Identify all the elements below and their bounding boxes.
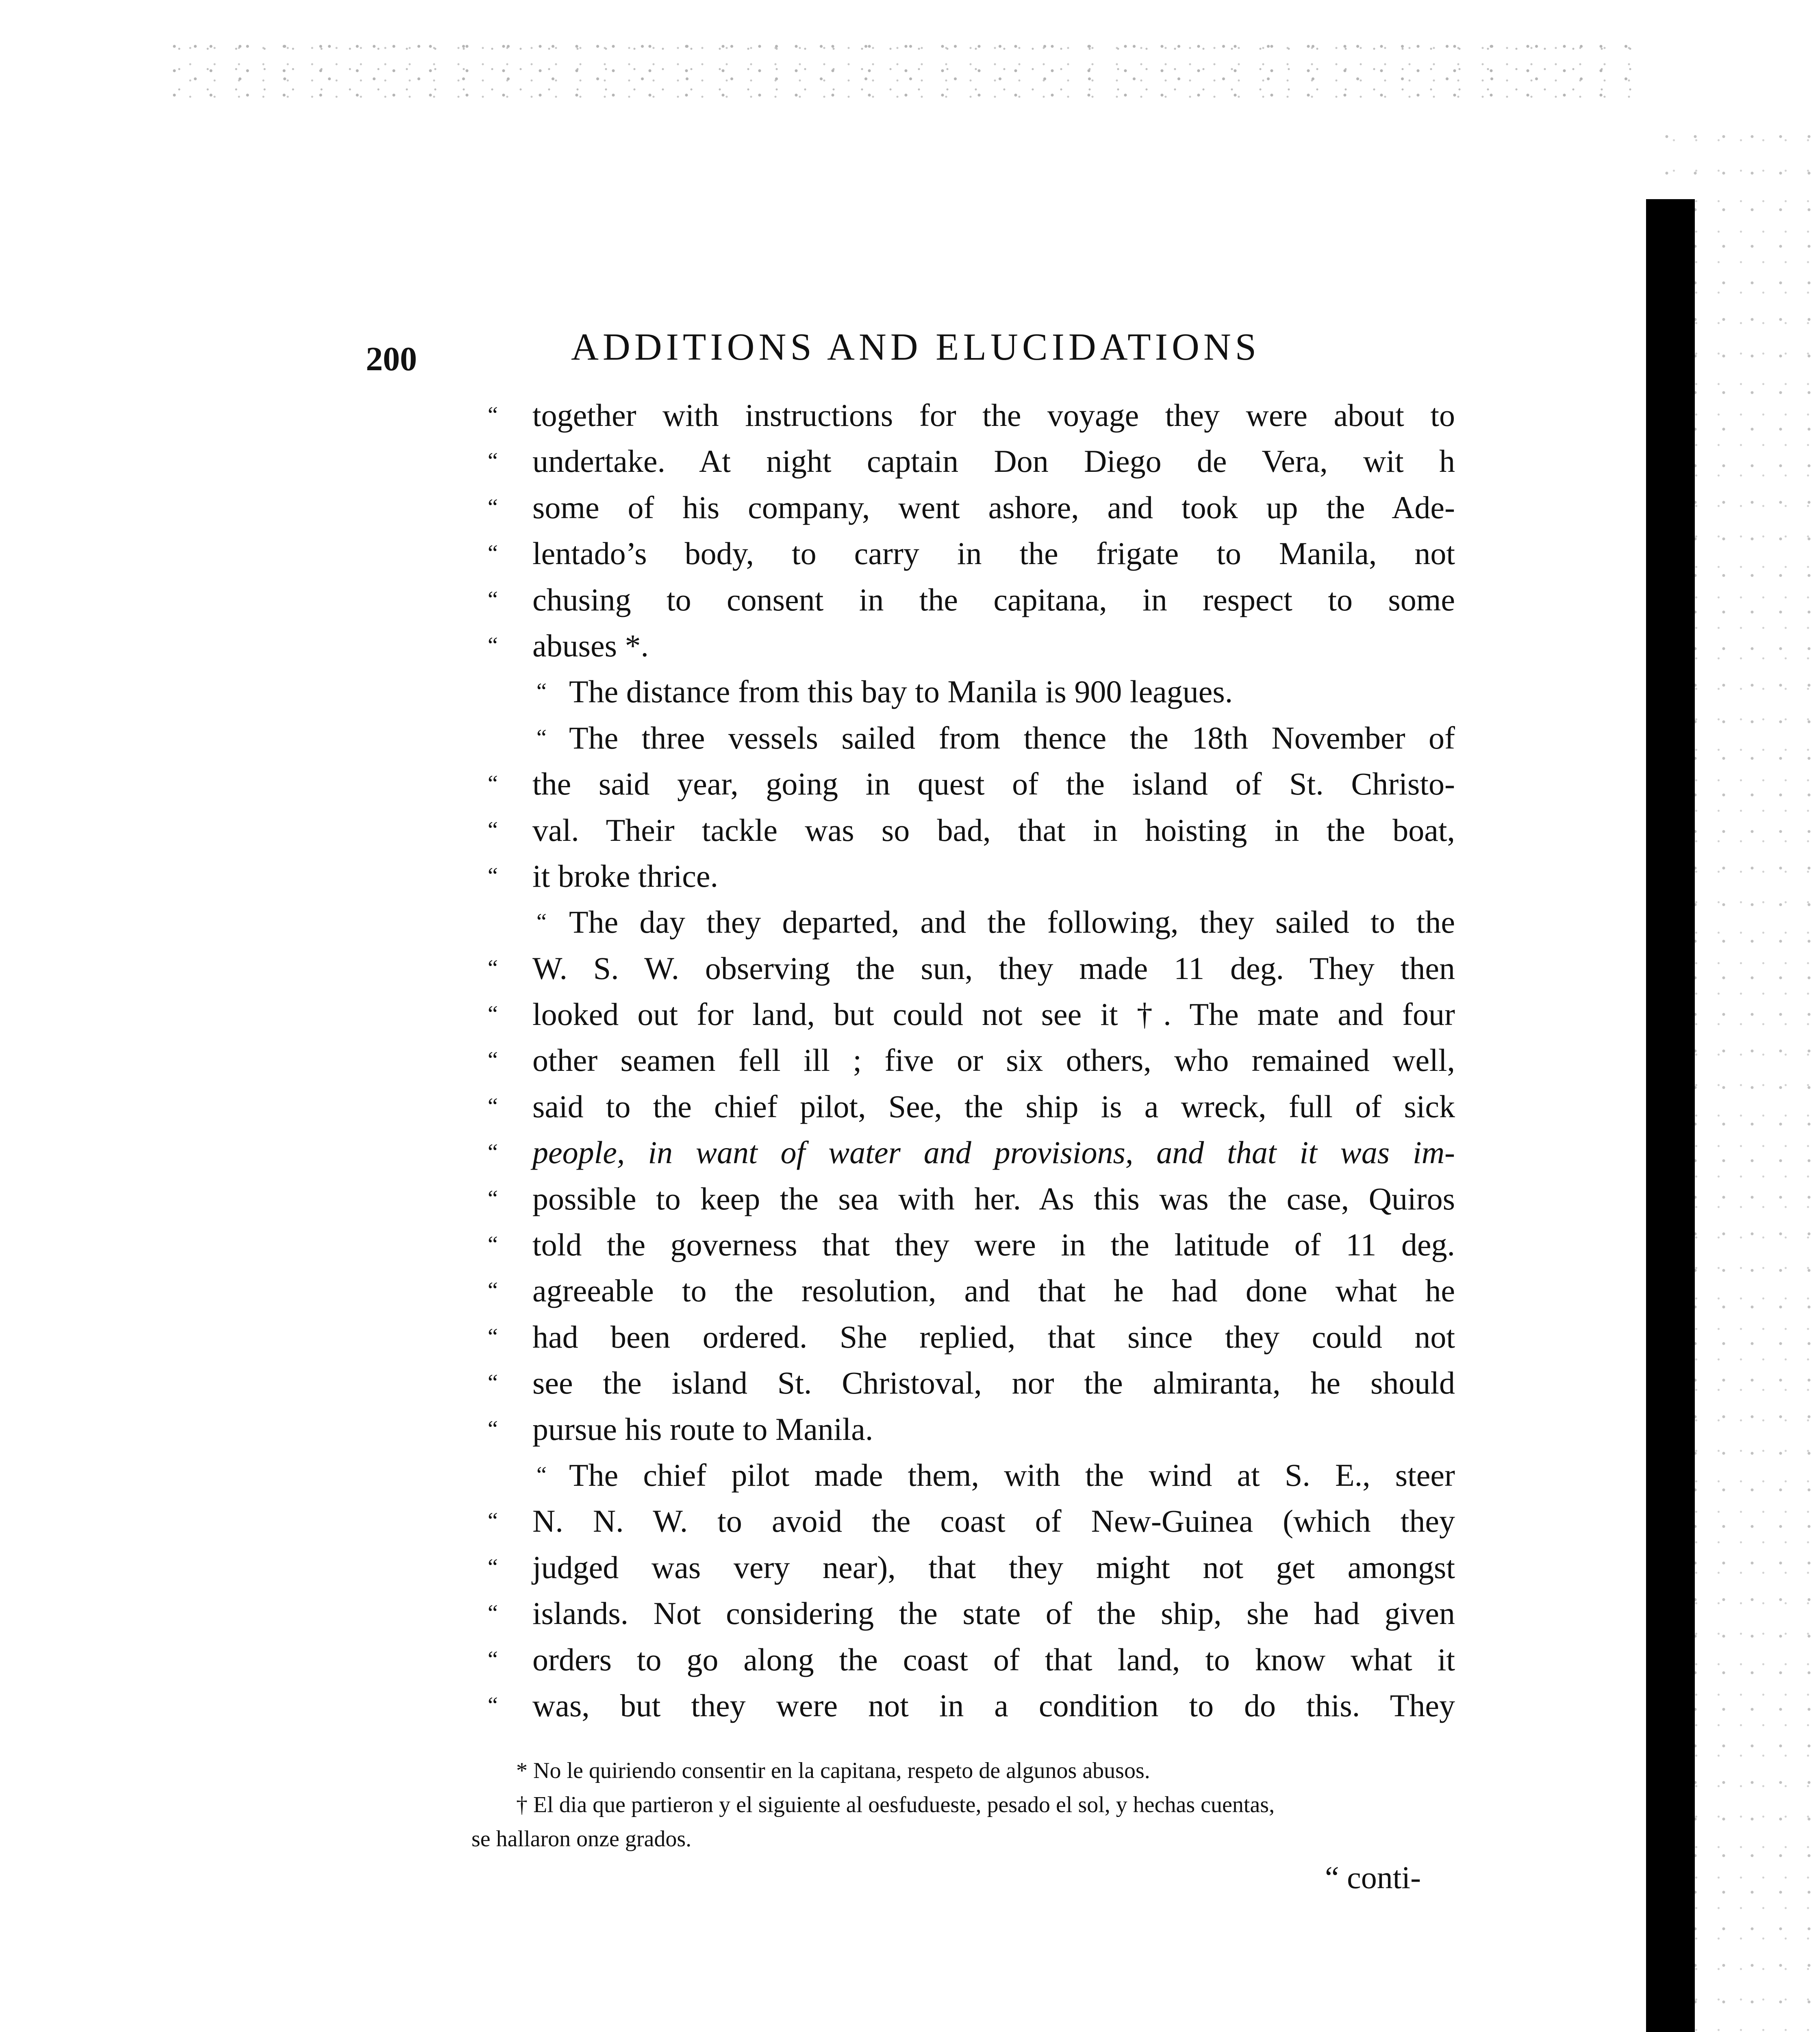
text-line: “ said to the chief pilot, See, the ship is a wreck, full of sick bbox=[488, 1088, 1455, 1124]
footnote: † El dia que partieron y el siguiente al oesfudueste, pesado el sol, y hechas cuentas, bbox=[516, 1792, 1275, 1817]
footnotes bbox=[471, 1754, 1463, 1856]
text-line: “ it broke thrice. bbox=[488, 858, 718, 894]
text-line: “ abuses *. bbox=[488, 627, 649, 663]
text-line: “ chusing to consent in the capitana, in respect to some bbox=[488, 582, 1455, 617]
text-line: “ lentado’s body, to carry in the frigate to Manila, not bbox=[488, 536, 1455, 571]
text-line: “ had been ordered. She replied, that since they could not bbox=[488, 1319, 1455, 1355]
text-line: “ pursue his route to Manila. bbox=[488, 1411, 873, 1447]
text-line: “ val. Their tackle was so bad, that in hoisting in the boat, bbox=[488, 812, 1455, 848]
text-line: “ the said year, going in quest of the island of St. Christo- bbox=[488, 766, 1455, 802]
text-line: “ orders to go along the coast of that land, to know what it bbox=[488, 1641, 1455, 1677]
text-line: “ The day they departed, and the following, they sailed to the bbox=[536, 904, 1455, 940]
text-line: “ together with instructions for the voyage they were about to bbox=[488, 397, 1455, 433]
text-line: “ The distance from this bay to Manila is 900 leagues. bbox=[536, 674, 1233, 710]
text-line: “ N. N. W. to avoid the coast of New-Guinea (which they bbox=[488, 1503, 1455, 1539]
text-line: “ judged was very near), that they might not get amongst bbox=[488, 1549, 1455, 1585]
scan-noise-top bbox=[171, 37, 1634, 102]
body-text bbox=[488, 392, 1455, 1728]
text-line: “ see the island St. Christoval, nor the almiranta, he should bbox=[488, 1365, 1455, 1401]
text-line: “ W. S. W. observing the sun, they made 11 deg. They then bbox=[488, 950, 1455, 986]
text-line: “ was, but they were not in a condition to do this. They bbox=[488, 1687, 1455, 1723]
text-line: “ possible to keep the sea with her. As this was the case, Quiros bbox=[488, 1181, 1455, 1216]
text-line: “ told the governess that they were in the latitude of 11 deg. bbox=[488, 1227, 1455, 1263]
footnote: se hallaron onze grados. bbox=[471, 1826, 692, 1852]
text-line: “ undertake. At night captain Don Diego de Vera, wit h bbox=[488, 443, 1455, 479]
text-line: “ The three vessels sailed from thence the 18th November of bbox=[536, 720, 1455, 755]
footnote: * No le quiriendo consentir en la capitana, respeto de algunos abusos. bbox=[516, 1758, 1150, 1783]
page-number: 200 bbox=[366, 340, 417, 378]
text-line: “ other seamen fell ill ; five or six others, who remained well, bbox=[488, 1042, 1455, 1078]
text-line: “ agreeable to the resolution, and that he had done what he bbox=[488, 1273, 1455, 1309]
text-line: “ people, in want of water and provisions, and that it was im- bbox=[488, 1135, 1455, 1170]
catchword: “ conti- bbox=[1325, 1860, 1421, 1895]
text-line: “ The chief pilot made them, with the wind at S. E., steer bbox=[536, 1457, 1455, 1493]
text-line: “ islands. Not considering the state of the ship, she had given bbox=[488, 1596, 1455, 1631]
text-line: “ some of his company, went ashore, and took up the Ade- bbox=[488, 489, 1455, 525]
text-line: “ looked out for land, but could not see it †. The mate and four bbox=[488, 996, 1455, 1032]
book-spine-shadow bbox=[1646, 199, 1695, 2032]
running-head: ADDITIONS AND ELUCIDATIONS bbox=[571, 326, 1261, 368]
